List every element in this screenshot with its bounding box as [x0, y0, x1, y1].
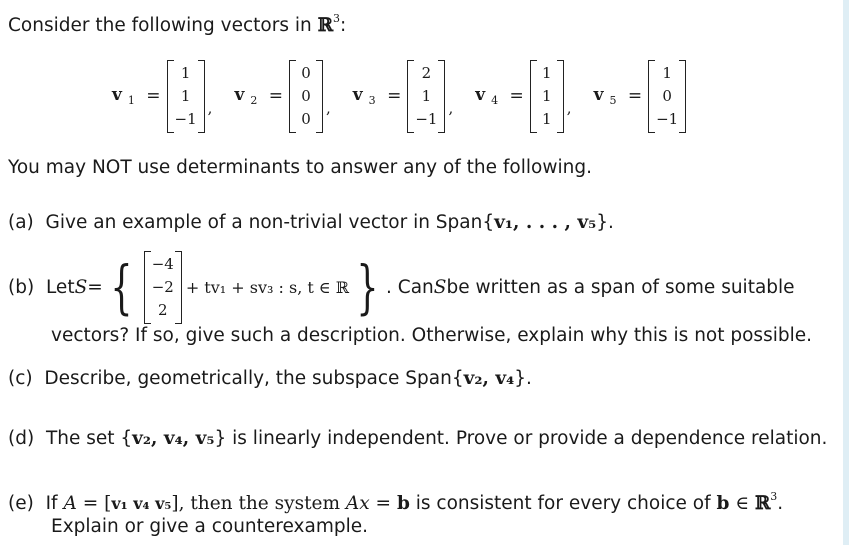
- part-b-tail2: be written as a span of some suitable: [446, 276, 795, 298]
- column-vector: [407, 60, 445, 133]
- part-e-label: (e): [8, 493, 34, 514]
- vector-subscript: 1: [127, 94, 135, 107]
- vector-entry: −1: [174, 109, 197, 128]
- period: .: [777, 493, 784, 514]
- vector-v5: [594, 60, 687, 133]
- column-vector: [289, 60, 323, 133]
- page-edge: [843, 0, 849, 545]
- part-b-rest: + tv₁ + sv₃ : s, t ∈ ℝ: [185, 277, 350, 297]
- vector-name: v: [234, 85, 245, 105]
- set-s-entry: 2: [157, 300, 168, 319]
- exponent-2: 3: [770, 490, 778, 503]
- matrix-columns: v₁ v₄ v₅: [111, 494, 172, 513]
- part-e: [8, 490, 783, 514]
- part-e-tail: is consistent for every choice of: [409, 493, 717, 514]
- equals-sign: =: [504, 86, 524, 106]
- part-a-text: Give an example of a non-trivial vector in Span{: [45, 212, 495, 233]
- vector-entry: 1: [662, 63, 672, 82]
- comma: ,: [326, 98, 331, 117]
- vector-name: v: [112, 85, 122, 105]
- right-brace: }: [356, 253, 379, 321]
- column-vector: [648, 60, 686, 133]
- part-c-math: v₂, v₄: [463, 368, 515, 389]
- vector-subscript: 3: [368, 94, 376, 107]
- vector-name: v: [352, 85, 363, 105]
- part-c-label: (c): [8, 368, 33, 389]
- part-e-lead: If: [45, 493, 64, 514]
- part-e-eq2: =: [369, 493, 397, 514]
- set-s-entry: −4: [151, 254, 174, 273]
- real-space-symbol-2: ℝ: [754, 493, 771, 514]
- part-b-tail: . Can: [386, 276, 434, 298]
- left-brace: {: [110, 253, 133, 321]
- part-e-mid: ], then the system: [171, 493, 346, 514]
- vector-label: [475, 85, 498, 107]
- part-b-lead: Let: [45, 276, 75, 298]
- vector-subscript: 4: [491, 94, 499, 107]
- column-vector: [530, 60, 564, 133]
- equals-sign: =: [381, 86, 402, 106]
- vector-subscript: 2: [250, 94, 258, 107]
- part-d-text: The set {: [45, 428, 133, 449]
- set-s-entry: −2: [151, 277, 174, 296]
- vector-row: [112, 56, 708, 136]
- vector-entry: 1: [180, 86, 191, 105]
- vector-entry: 0: [301, 63, 311, 82]
- equals-sign: =: [622, 86, 643, 106]
- part-c: [8, 368, 532, 389]
- set-s-vector: [144, 251, 182, 324]
- vector-entry: 1: [542, 109, 552, 128]
- vector-label: [234, 85, 257, 107]
- vector-v3: [353, 60, 453, 133]
- intro-text: Consider the following vectors in: [8, 15, 318, 36]
- comma: ,: [566, 98, 572, 117]
- part-c-end: }.: [514, 368, 532, 389]
- part-b-line2: vectors? If so, give such a description. Otherwise, explain why this is not possible.: [51, 325, 812, 346]
- part-d: [8, 428, 827, 449]
- vector-v1: [112, 60, 212, 133]
- intro-line: [8, 12, 346, 36]
- part-d-label: (d): [8, 428, 35, 449]
- vector-subscript: 5: [609, 94, 617, 107]
- colon: :: [339, 15, 347, 36]
- part-d-math: v₂, v₄, v₅: [132, 428, 215, 449]
- vector-label: [353, 85, 376, 107]
- vector-v2: [234, 60, 330, 133]
- vector-entry: 1: [180, 63, 191, 82]
- vector-v4: [475, 60, 571, 133]
- vector-entry: −1: [415, 109, 438, 128]
- vector-entry: 2: [421, 63, 432, 82]
- vector-entry: 1: [542, 86, 552, 105]
- matrix-a-symbol: A: [63, 493, 77, 514]
- vector-entry: 1: [542, 63, 552, 82]
- equals-sign: =: [87, 276, 103, 298]
- part-e-eq: = [: [76, 493, 112, 514]
- part-a: [8, 212, 614, 233]
- vector-entry: 0: [301, 109, 311, 128]
- part-b-label: (b): [8, 276, 35, 298]
- set-s-symbol-2: S: [433, 276, 447, 298]
- equals-sign: =: [140, 86, 161, 106]
- vector-label: [594, 85, 617, 107]
- exponent: 3: [332, 12, 340, 25]
- part-a-label: (a): [8, 212, 34, 233]
- vector-entry: 0: [301, 86, 311, 105]
- vector-label: [112, 85, 135, 107]
- equals-sign: =: [263, 86, 283, 106]
- real-space-symbol: ℝ: [317, 15, 333, 36]
- vector-entry: 0: [662, 86, 672, 105]
- comma: ,: [207, 98, 213, 117]
- vector-name: v: [475, 85, 486, 105]
- vector-entry: −1: [656, 109, 679, 128]
- column-vector: [167, 60, 205, 133]
- vector-b: b: [396, 493, 410, 514]
- set-s-symbol: S: [74, 276, 88, 298]
- part-b: [8, 246, 795, 328]
- part-c-text: Describe, geometrically, the subspace Span{: [44, 368, 464, 389]
- vector-name: v: [593, 85, 604, 105]
- part-d-end: } is linearly independent. Prove or provide a dependence relation.: [214, 428, 828, 449]
- element-of: ∈: [729, 493, 755, 514]
- part-e-line2: Explain or give a counterexample.: [51, 516, 369, 537]
- comma: ,: [448, 98, 454, 117]
- ax-expression: Ax: [345, 493, 370, 514]
- vector-b-2: b: [716, 493, 730, 514]
- vector-entry: 1: [421, 86, 432, 105]
- part-a-math: v₁, . . . , v₅: [494, 212, 597, 233]
- part-a-end: }.: [596, 212, 614, 233]
- note-line: You may NOT use determinants to answer any of the following.: [8, 157, 592, 178]
